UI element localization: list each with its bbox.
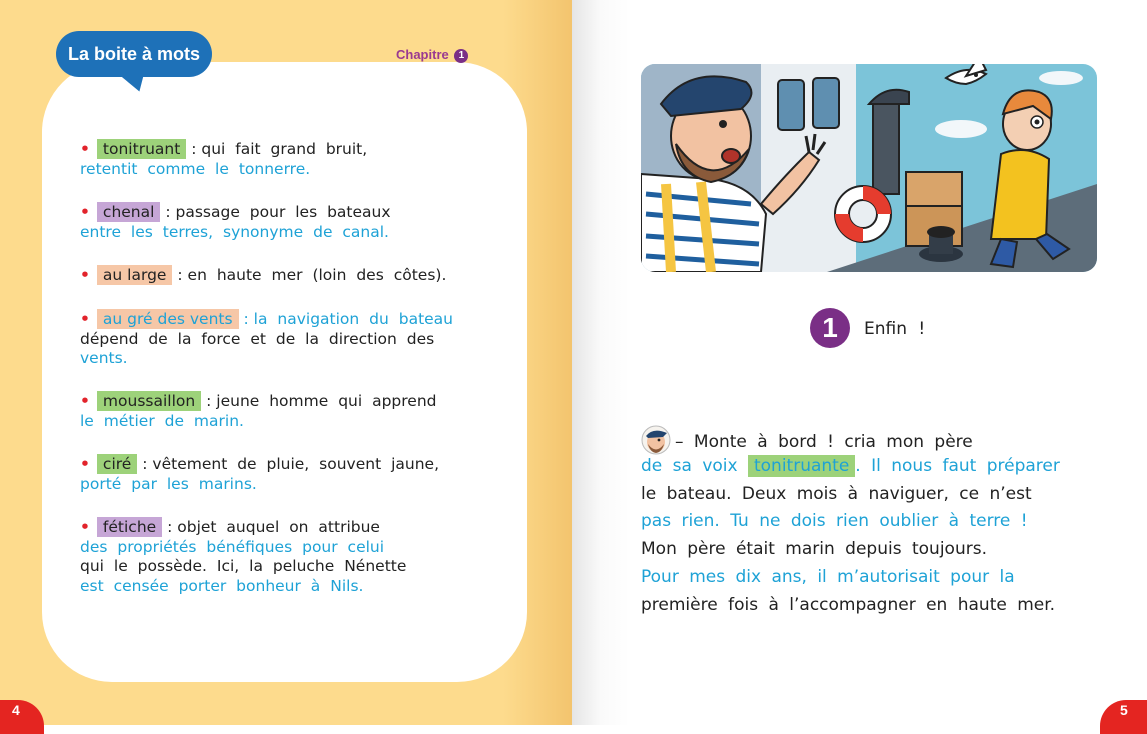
story-line-4: pas rien. Tu ne dois rien oublier à terre ! [641, 511, 1028, 532]
glossary-word: au large [97, 265, 173, 285]
bullet-icon: • [80, 455, 90, 473]
definition-au-gre-des-vents [80, 310, 492, 369]
bullet-icon: • [80, 203, 90, 221]
definition-text-blue: vents. [80, 349, 128, 367]
separator: : [160, 203, 176, 221]
bullet-icon: • [80, 392, 90, 410]
glossary-word: tonitruant [97, 139, 186, 159]
definition-text-blue-inline: la navigation du bateau [253, 310, 454, 328]
story-line-7: première fois à l’accompagner en haute mer. [641, 594, 1056, 615]
chapter-label [396, 47, 468, 63]
definition-text: passage pour les bateaux [175, 203, 391, 221]
glossary-word: chenal [97, 202, 161, 222]
definition-text-blue-2: est censée porter bonheur à Nils. [80, 576, 364, 595]
definition-text-blue: entre les terres, synonyme de canal. [80, 222, 389, 241]
definition-text: vêtement de pluie, souvent jaune, [152, 455, 439, 473]
definition-text-blue: porté par les marins. [80, 474, 257, 493]
definition-text-blue: le métier de marin. [80, 411, 244, 430]
story-line-3: le bateau. Deux mois à naviguer, ce n’est [641, 483, 1032, 504]
page-number-right: 5 [1100, 700, 1147, 734]
section-tag: La boite à mots [56, 31, 212, 77]
left-page [0, 0, 572, 725]
story-line-1 [641, 425, 1101, 453]
glossary-word: fétiche [97, 517, 162, 537]
story-line-6: Pour mes dix ans, il m’autorisait pour la [641, 566, 1015, 587]
story-illustration [641, 64, 1097, 272]
definition-text: objet auquel on attribue [177, 518, 380, 536]
glossary-word: moussaillon [97, 391, 201, 411]
separator: : [186, 140, 202, 158]
definition-text-blue: des propriétés bénéfiques pour celui [80, 537, 385, 556]
definition-text: en haute mer (loin des côtes). [187, 266, 447, 284]
story-line-2 [641, 453, 1101, 481]
story-line-2-text-b: . Il nous faut préparer [855, 455, 1060, 476]
glossary-word: ciré [97, 454, 137, 474]
definition-cire [80, 455, 492, 494]
definition-text: qui fait grand bruit, [201, 140, 368, 158]
story-text [641, 425, 1101, 620]
separator: : [172, 266, 188, 284]
glossary-word: au gré des vents [97, 309, 239, 329]
separator: : [238, 310, 254, 328]
chapter-label-text: Chapitre [396, 47, 449, 62]
separator: : [137, 455, 153, 473]
definition-au-large [80, 266, 492, 286]
definition-text: jeune homme qui apprend [216, 392, 437, 410]
story-line-1-text: – Monte à bord ! cria mon père [675, 432, 973, 452]
definition-text-2: qui le possède. Ici, la peluche Nénette [80, 557, 407, 575]
story-line-5: Mon père était marin depuis toujours. [641, 539, 987, 560]
definition-text-blue: retentit comme le tonnerre. [80, 159, 311, 178]
definition-moussaillon [80, 392, 492, 431]
father-avatar-icon [641, 425, 671, 455]
chapter-number-circle: 1 [810, 308, 850, 348]
definition-tonitruant [80, 140, 492, 179]
definition-fetiche [80, 518, 492, 596]
bullet-icon: • [80, 266, 90, 284]
chapter-number-badge: 1 [454, 49, 468, 63]
definition-text: dépend de la force et de la direction des [80, 329, 435, 348]
story-line-2-text-a: de sa voix [641, 455, 738, 476]
separator: : [201, 392, 217, 410]
illustration-father-and-boy-on-boat [641, 64, 1097, 272]
bullet-icon: • [80, 518, 90, 536]
chapter-title: Enfin ! [864, 319, 926, 339]
bullet-icon: • [80, 140, 90, 158]
page-number-left: 4 [0, 700, 44, 734]
separator: : [162, 518, 178, 536]
definition-chenal [80, 203, 492, 242]
highlighted-word-tonitruante: tonitruante [748, 455, 855, 477]
bullet-icon: • [80, 310, 90, 328]
